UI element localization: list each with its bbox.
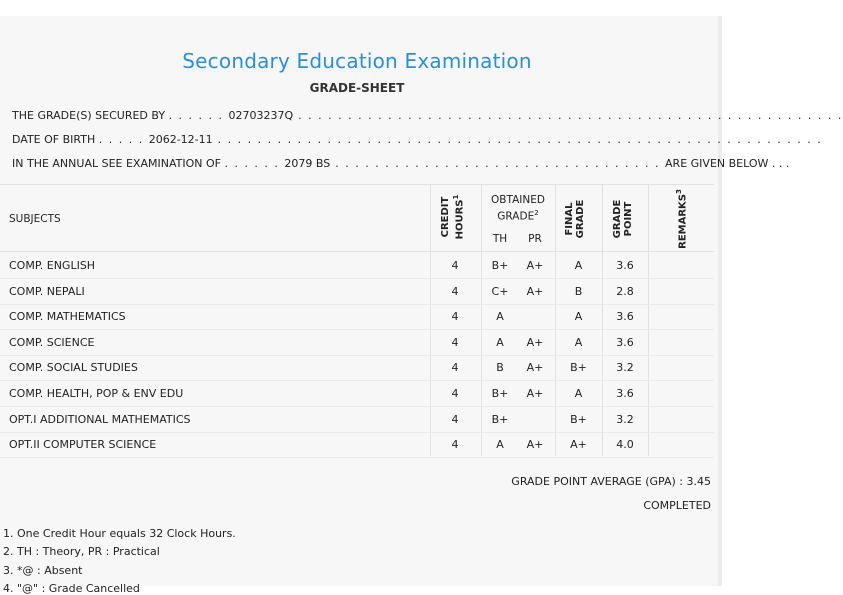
dob-value: 2062-12-11 xyxy=(148,133,213,146)
cell-subject: COMP. MATHEMATICS xyxy=(9,310,126,324)
cell-subject: COMP. SCIENCE xyxy=(9,335,95,349)
cell-credit: 4 xyxy=(451,259,459,272)
cell-final: A xyxy=(574,387,583,400)
cell-th: C+ xyxy=(491,284,509,298)
cell-subject: OPT.I ADDITIONAL MATHEMATICS xyxy=(9,412,191,426)
exam-suffix: ARE GIVEN BELOW . . . xyxy=(665,157,790,170)
gpa-value: 3.45 xyxy=(686,475,711,488)
cell-final: A xyxy=(574,259,583,272)
cell-subject: COMP. SOCIAL STUDIES xyxy=(9,361,138,375)
header-obtained-grade: OBTAINED GRADE$^2$ xyxy=(491,194,545,223)
cell-gp: 3.6 xyxy=(616,259,634,272)
cell-subject: COMP. HEALTH, POP & ENV EDU xyxy=(9,387,184,400)
cell-final: A xyxy=(574,310,583,324)
cell-final: B+ xyxy=(570,361,587,375)
dob-label: DATE OF BIRTH xyxy=(12,133,96,146)
exam-label: IN THE ANNUAL SEE EXAMINATION OF xyxy=(12,157,221,170)
table-row xyxy=(0,279,714,304)
table-row xyxy=(0,355,714,380)
result-status: COMPLETED xyxy=(643,499,711,512)
secured-by-label: THE GRADE(S) SECURED BY xyxy=(12,109,166,122)
table-row xyxy=(0,432,714,457)
symbol-number: 02703237Q xyxy=(228,109,294,122)
cell-pr: A+ xyxy=(526,438,544,452)
header-final-grade: FINAL GRADE xyxy=(564,199,586,239)
cell-final: A+ xyxy=(570,438,587,452)
cell-pr: A+ xyxy=(526,335,544,349)
cell-final: B+ xyxy=(570,412,587,426)
row-divider xyxy=(0,457,714,458)
cell-gp: 3.2 xyxy=(616,361,634,375)
cell-pr: A+ xyxy=(526,361,544,375)
cell-credit: 4 xyxy=(451,361,459,375)
header-pr: PR xyxy=(528,233,542,245)
note-3: 3. *@ : Absent xyxy=(3,564,83,577)
cell-subject: COMP. ENGLISH xyxy=(9,259,96,272)
exam-line: IN THE ANNUAL SEE EXAMINATION OF . . . . . . 2079 BS . . . . . . . . . . . . . . . . . . . . . . . . . . . . . . . . . ARE GIVEN BELOW . . . xyxy=(12,157,790,170)
cell-th: B+ xyxy=(491,259,509,272)
note-2: 2. TH : Theory, PR : Practical xyxy=(3,545,160,558)
header-credit-hours: CREDIT HOURS$^1$ xyxy=(440,194,466,240)
cell-pr: A+ xyxy=(526,387,544,400)
cell-th: B+ xyxy=(491,387,509,400)
gpa-summary xyxy=(511,475,711,488)
table-row xyxy=(0,330,714,355)
cell-th: B+ xyxy=(491,412,509,426)
table-top-border xyxy=(0,184,714,185)
table-row xyxy=(0,407,714,432)
cell-subject: OPT.II COMPUTER SCIENCE xyxy=(9,438,157,452)
dob-line: DATE OF BIRTH . . . . . 2062-12-11 . . . . . . . . . . . . . . . . . . . . . . . . . . . . . . . . . . . . . . . . . . . . . . . . . . . . . . . . . . . . . xyxy=(12,133,823,146)
table-row xyxy=(0,381,714,406)
grade-sheet xyxy=(0,16,843,595)
header-grade-point: GRADE POINT xyxy=(612,199,634,239)
cell-final: A xyxy=(574,335,583,349)
cell-th: A xyxy=(496,438,504,452)
cell-gp: 3.2 xyxy=(616,412,634,426)
cell-gp: 2.8 xyxy=(616,284,634,298)
cell-th: A xyxy=(496,310,504,324)
cell-gp: 4.0 xyxy=(616,438,634,452)
cell-th: B xyxy=(496,361,504,375)
page-subtitle: GRADE-SHEET xyxy=(309,81,405,95)
cell-subject: COMP. NEPALI xyxy=(9,284,85,298)
header-subjects: SUBJECTS xyxy=(9,213,61,225)
note-4: 4. "@" : Grade Cancelled xyxy=(3,582,140,595)
table-row xyxy=(0,304,714,329)
gpa-label: GRADE POINT AVERAGE (GPA) : xyxy=(511,475,683,488)
cell-credit: 4 xyxy=(451,284,459,298)
header-remarks: REMARKS$^3$ xyxy=(675,189,689,249)
page-title: Secondary Education Examination xyxy=(182,49,532,73)
cell-th: A xyxy=(496,335,504,349)
cell-credit: 4 xyxy=(451,387,459,400)
table-row xyxy=(0,253,714,278)
cell-credit: 4 xyxy=(451,412,459,426)
cell-credit: 4 xyxy=(451,438,459,452)
cell-pr: A+ xyxy=(526,259,544,272)
exam-year: 2079 BS xyxy=(284,157,331,170)
cell-credit: 4 xyxy=(451,335,459,349)
cell-gp: 3.6 xyxy=(616,335,634,349)
cell-gp: 3.6 xyxy=(616,387,634,400)
cell-gp: 3.6 xyxy=(616,310,634,324)
secured-by-line: THE GRADE(S) SECURED BY . . . . . . 02703237Q . . . . . . . . . . . . . . . . . . . . . . . . . . . . . . . . . . . . . . . . . . . . . . . . . . . . . . . xyxy=(12,109,843,122)
cell-final: B xyxy=(574,284,583,298)
top-strip xyxy=(0,0,722,16)
cell-pr: A+ xyxy=(526,284,544,298)
table-header-border xyxy=(0,251,714,252)
header-th: TH xyxy=(492,233,508,245)
cell-credit: 4 xyxy=(451,310,459,324)
note-1: 1. One Credit Hour equals 32 Clock Hours. xyxy=(3,527,236,540)
